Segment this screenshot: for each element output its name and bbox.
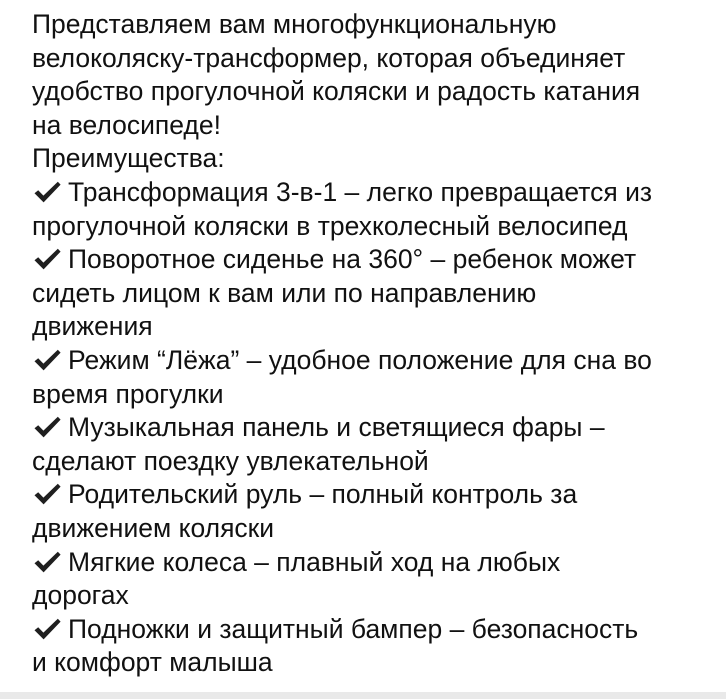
feature-text: Режим “Лёжа” – удобное положение для сна во [68,344,652,375]
intro-line: удобство прогулочной коляски и радость катания [32,76,641,107]
feature-continuation: время прогулки [32,378,224,409]
feature-continuation: прогулочной коляски в трехколесный велосипед [32,210,628,241]
feature-continuation: сделают поездку увлекательной [32,445,429,476]
intro-line: на велосипеде! [32,109,221,140]
check-mark-icon [32,348,62,372]
feature-item [32,344,712,378]
feature-text: Поворотное сиденье на 360° – ребенок может [68,244,637,275]
feature-item [32,613,712,647]
feature-text: Музыкальная панель и светящиеся фары – [68,412,605,443]
check-mark-icon [32,482,62,506]
intro-line: Представляем вам многофункциональную [32,9,557,39]
intro-line: велоколяску-трансформер, которая объединяет [32,42,626,73]
feature-continuation: и комфорт малыша [32,647,273,678]
post-text [32,8,712,680]
feature-item [32,176,712,210]
check-mark-icon [32,247,62,271]
feature-text: Мягкие колеса – плавный ход на любых [68,546,561,577]
feature-item [32,478,712,512]
check-mark-icon [32,617,62,641]
feature-text: Трансформация 3-в-1 – легко превращается из [68,176,653,207]
check-mark-icon [32,415,62,439]
feature-continuation: дорогах [32,580,129,611]
feature-continuation: движением коляски [32,512,275,543]
advantages-heading: Преимущества: [32,143,225,174]
bottom-divider [0,692,726,699]
check-mark-icon [32,550,62,574]
feature-item [32,546,712,580]
feature-continuation: сидеть лицом к вам или по направлению [32,277,537,308]
feature-item [32,243,712,277]
feature-item [32,411,712,445]
feature-text: Подножки и защитный бампер – безопасность [68,613,639,644]
feature-text: Родительский руль – полный контроль за [68,479,578,510]
check-mark-icon [32,180,62,204]
feature-continuation: движения [32,311,153,342]
